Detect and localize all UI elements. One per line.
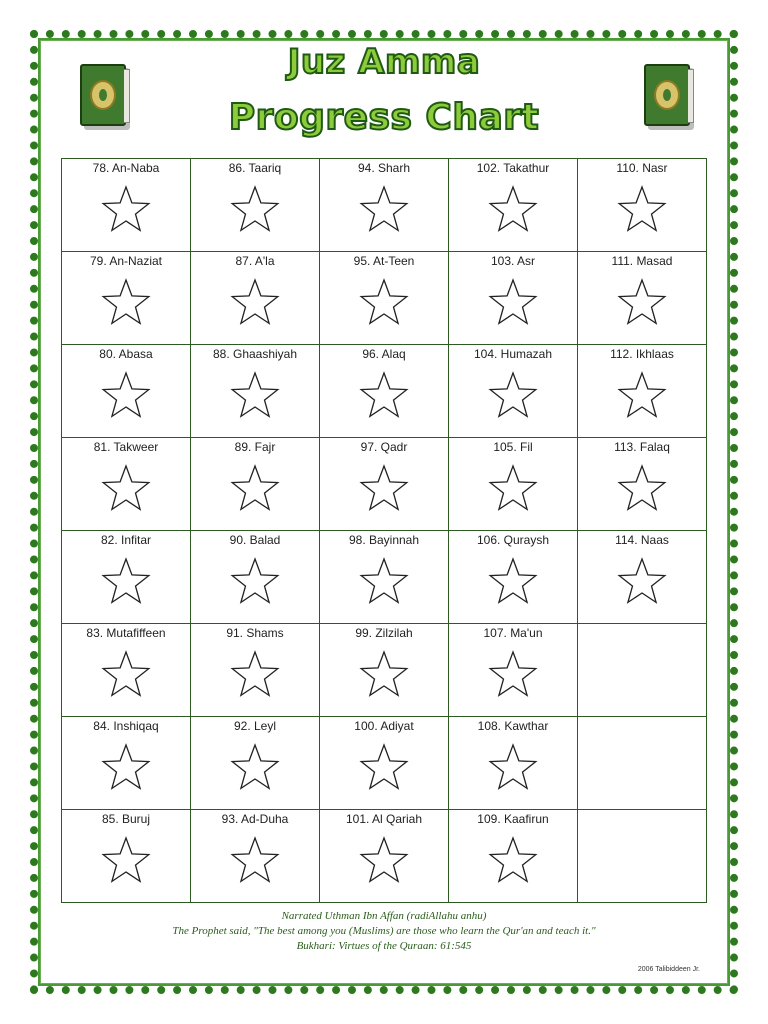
surah-cell[interactable] [578, 159, 707, 252]
surah-label: 96. Alaq [362, 347, 406, 361]
surah-cell[interactable] [62, 345, 191, 438]
page-title-line1: Juz Amma [287, 42, 481, 82]
surah-cell[interactable] [578, 252, 707, 345]
star-outline-icon[interactable] [486, 743, 540, 793]
surah-cell[interactable] [449, 717, 578, 810]
surah-label: 111. Masad [611, 254, 673, 268]
star-outline-icon[interactable] [486, 557, 540, 607]
star-outline-icon[interactable] [357, 371, 411, 421]
star-outline-icon[interactable] [99, 650, 153, 700]
hadith-source: Bukhari: Virtues of the Quraan: 61:545 [296, 940, 472, 952]
surah-label: 100. Adiyat [354, 719, 414, 733]
star-outline-icon[interactable] [228, 464, 282, 514]
surah-label: 87. A'la [235, 254, 275, 268]
surah-label: 84. Inshiqaq [93, 719, 159, 733]
surah-label: 107. Ma'un [483, 626, 543, 640]
grid-row [62, 438, 707, 531]
surah-label: 91. Shams [226, 626, 284, 640]
surah-cell[interactable] [320, 810, 449, 903]
hadith-narrator: Narrated Uthman Ibn Affan (radiAllahu anhu) [281, 910, 487, 922]
surah-cell[interactable] [191, 531, 320, 624]
star-outline-icon[interactable] [228, 371, 282, 421]
grid-row [62, 345, 707, 438]
empty-cell [578, 624, 707, 717]
surah-cell[interactable] [191, 345, 320, 438]
surah-cell[interactable] [62, 159, 191, 252]
surah-label: 93. Ad-Duha [221, 812, 289, 826]
surah-label: 114. Naas [615, 533, 669, 547]
grid-row [62, 531, 707, 624]
star-outline-icon[interactable] [228, 185, 282, 235]
surah-cell[interactable] [62, 810, 191, 903]
star-outline-icon[interactable] [615, 185, 669, 235]
progress-grid [61, 158, 707, 903]
page-title-line2: Progress Chart [228, 97, 540, 138]
star-outline-icon[interactable] [357, 185, 411, 235]
grid-row [62, 159, 707, 252]
surah-cell[interactable] [320, 159, 449, 252]
star-outline-icon[interactable] [615, 371, 669, 421]
surah-cell[interactable] [320, 624, 449, 717]
empty-cell [578, 717, 707, 810]
surah-label: 78. An-Naba [92, 161, 160, 175]
surah-label: 108. Kawthar [477, 719, 549, 733]
star-outline-icon[interactable] [486, 278, 540, 328]
star-outline-icon[interactable] [357, 836, 411, 886]
surah-cell[interactable] [578, 345, 707, 438]
surah-label: 83. Mutafiffeen [86, 626, 166, 640]
surah-label: 103. Asr [490, 254, 536, 268]
surah-cell[interactable] [320, 345, 449, 438]
star-outline-icon[interactable] [357, 557, 411, 607]
star-outline-icon[interactable] [615, 464, 669, 514]
surah-cell[interactable] [320, 252, 449, 345]
surah-cell[interactable] [320, 717, 449, 810]
star-outline-icon[interactable] [228, 743, 282, 793]
surah-label: 106. Quraysh [476, 533, 550, 547]
surah-cell[interactable] [62, 531, 191, 624]
surah-label: 102. Takathur [476, 161, 550, 175]
grid-row [62, 252, 707, 345]
star-outline-icon[interactable] [99, 278, 153, 328]
star-outline-icon[interactable] [486, 185, 540, 235]
star-outline-icon[interactable] [99, 185, 153, 235]
surah-label: 98. Bayinnah [348, 533, 420, 547]
star-outline-icon[interactable] [357, 743, 411, 793]
surah-cell[interactable] [578, 438, 707, 531]
surah-cell[interactable] [320, 531, 449, 624]
star-outline-icon[interactable] [99, 464, 153, 514]
surah-label: 92. Leyl [233, 719, 277, 733]
surah-cell[interactable] [449, 159, 578, 252]
star-outline-icon[interactable] [99, 836, 153, 886]
surah-label: 86. Taariq [228, 161, 282, 175]
grid-row [62, 717, 707, 810]
star-outline-icon[interactable] [615, 557, 669, 607]
surah-cell[interactable] [191, 810, 320, 903]
surah-cell[interactable] [62, 717, 191, 810]
star-outline-icon[interactable] [228, 557, 282, 607]
surah-cell[interactable] [449, 252, 578, 345]
surah-label: 109. Kaafirun [477, 812, 549, 826]
surah-cell[interactable] [449, 624, 578, 717]
star-outline-icon[interactable] [357, 464, 411, 514]
star-outline-icon[interactable] [615, 278, 669, 328]
surah-cell[interactable] [191, 252, 320, 345]
empty-cell [578, 810, 707, 903]
grid-row [62, 810, 707, 903]
surah-label: 112. Ikhlaas [610, 347, 674, 361]
star-outline-icon[interactable] [486, 836, 540, 886]
surah-label: 95. At-Teen [353, 254, 415, 268]
surah-label: 82. Infitar [100, 533, 152, 547]
surah-cell[interactable] [191, 624, 320, 717]
star-outline-icon[interactable] [99, 557, 153, 607]
star-outline-icon[interactable] [99, 743, 153, 793]
hadith-quote: The Prophet said, "The best among you (Muslims) are those who learn the Qur'an and teach it." [172, 925, 596, 937]
star-outline-icon[interactable] [486, 464, 540, 514]
surah-label: 104. Humazah [473, 347, 553, 361]
surah-label: 90. Balad [229, 533, 281, 547]
surah-label: 94. Sharh [357, 161, 411, 175]
star-outline-icon[interactable] [228, 836, 282, 886]
surah-label: 81. Takweer [93, 440, 159, 454]
surah-label: 89. Fajr [234, 440, 276, 454]
grid-row [62, 624, 707, 717]
surah-cell[interactable] [62, 252, 191, 345]
star-outline-icon[interactable] [228, 650, 282, 700]
surah-cell[interactable] [449, 438, 578, 531]
surah-label: 88. Ghaashiyah [212, 347, 298, 361]
surah-cell[interactable] [449, 531, 578, 624]
surah-cell[interactable] [62, 438, 191, 531]
surah-cell[interactable] [320, 438, 449, 531]
surah-label: 101. Al Qariah [345, 812, 423, 826]
star-outline-icon[interactable] [357, 278, 411, 328]
credit-text: 2006 Talibiddeen Jr. [637, 966, 700, 973]
surah-label: 97. Qadr [360, 440, 408, 454]
surah-cell[interactable] [191, 438, 320, 531]
surah-label: 85. Buruj [101, 812, 151, 826]
star-outline-icon[interactable] [486, 650, 540, 700]
surah-cell[interactable] [62, 624, 191, 717]
surah-cell[interactable] [191, 159, 320, 252]
surah-cell[interactable] [449, 810, 578, 903]
surah-label: 80. Abasa [99, 347, 153, 361]
surah-label: 79. An-Naziat [89, 254, 163, 268]
star-outline-icon[interactable] [99, 371, 153, 421]
star-outline-icon[interactable] [486, 371, 540, 421]
star-outline-icon[interactable] [357, 650, 411, 700]
surah-label: 113. Falaq [614, 440, 670, 454]
surah-cell[interactable] [449, 345, 578, 438]
surah-label: 105. Fil [493, 440, 533, 454]
star-outline-icon[interactable] [228, 278, 282, 328]
surah-label: 110. Nasr [616, 161, 668, 175]
surah-label: 99. Zilzilah [355, 626, 413, 640]
surah-cell[interactable] [191, 717, 320, 810]
surah-cell[interactable] [578, 531, 707, 624]
